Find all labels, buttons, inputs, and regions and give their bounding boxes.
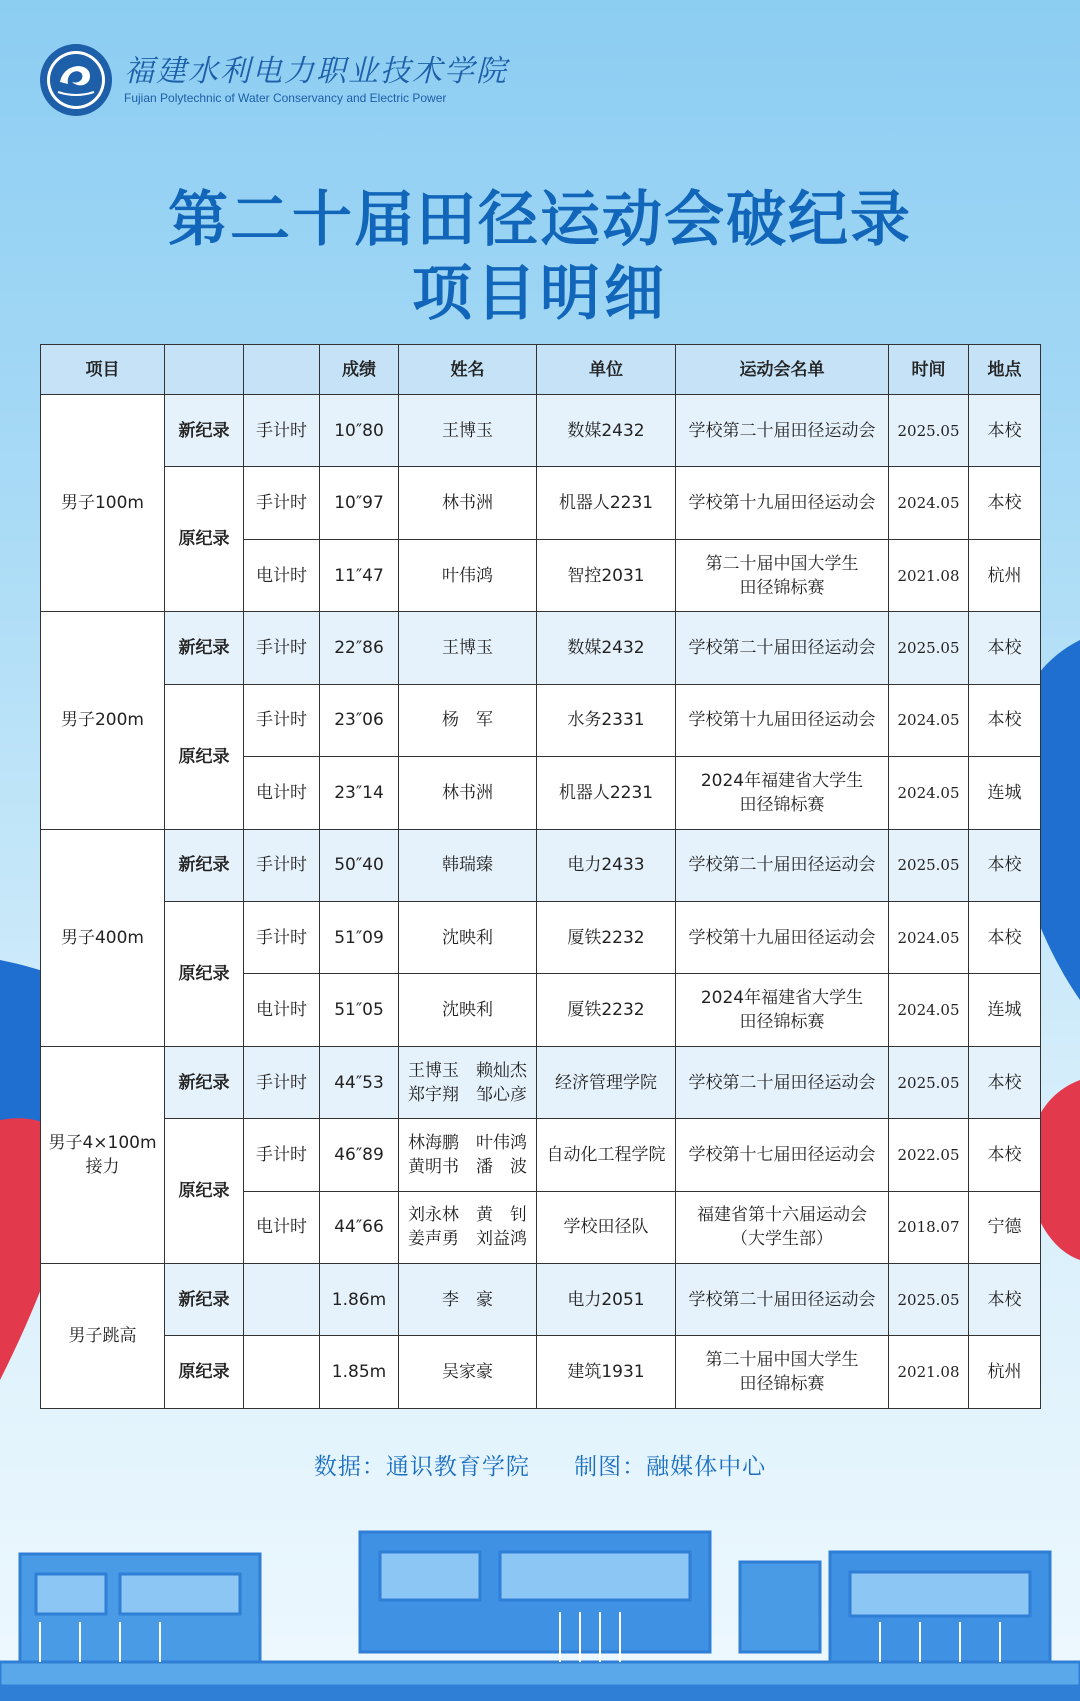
score: 46″89 (320, 1119, 399, 1191)
athlete-names (399, 1119, 537, 1191)
athlete-name-line: 姜声勇 刘益鸿 (408, 1229, 527, 1250)
record-kind: 原纪录 (165, 1336, 244, 1409)
record-date: 2021.08 (889, 539, 969, 611)
record-place: 本校 (969, 612, 1041, 684)
credit-designer: 制图：融媒体中心 (574, 1454, 767, 1480)
unit: 水务2331 (537, 684, 676, 756)
school-logo (38, 42, 508, 118)
table-row (41, 1119, 1041, 1191)
header-place: 地点 (969, 345, 1041, 395)
meet-name-line: 福建省第十六届运动会 (697, 1205, 867, 1226)
athlete-name-line: 韩瑞臻 (442, 855, 493, 876)
score: 1.85m (320, 1336, 399, 1409)
meet-name (676, 612, 889, 684)
record-place: 连城 (969, 757, 1041, 829)
meet-name (676, 1046, 889, 1118)
event-name: 男子4×100m接力 (41, 1046, 165, 1263)
meet-name-line: 第二十届中国大学生 (705, 1350, 859, 1371)
header-meet: 运动会名单 (676, 345, 889, 395)
athlete-name-line: 吴家豪 (442, 1362, 493, 1383)
record-kind: 新纪录 (165, 1264, 244, 1336)
meet-name-line: 田径锦标赛 (739, 1374, 825, 1395)
athlete-name-line: 刘永林 黄 钊 (408, 1205, 527, 1226)
meet-name-line: 学校第十九届田径运动会 (688, 493, 876, 514)
page-title-line2: 项目明细 (412, 259, 668, 329)
school-emblem-icon (38, 42, 114, 118)
timing-method: 手计时 (244, 395, 320, 467)
meet-name-line: 2024年福建省大学生 (700, 770, 864, 791)
athlete-name-line: 黄明书 潘 波 (408, 1156, 527, 1177)
athlete-names (399, 829, 537, 901)
unit: 厦铁2232 (537, 974, 676, 1046)
record-place: 连城 (969, 974, 1041, 1046)
meet-name (676, 974, 889, 1046)
record-place: 本校 (969, 1046, 1041, 1118)
table-row (41, 829, 1041, 901)
table-row (41, 395, 1041, 467)
record-date: 2024.05 (889, 757, 969, 829)
records-table-body (41, 395, 1041, 1409)
meet-name-line: 学校第十九届田径运动会 (688, 710, 876, 731)
record-place: 本校 (969, 1119, 1041, 1191)
score: 10″97 (320, 467, 399, 539)
score: 10″80 (320, 395, 399, 467)
meet-name (676, 539, 889, 611)
timing-method (244, 1264, 320, 1336)
athlete-name-line: 沈映利 (442, 1000, 493, 1021)
athlete-names (399, 757, 537, 829)
timing-method: 手计时 (244, 901, 320, 973)
record-date: 2024.05 (889, 974, 969, 1046)
unit: 智控2031 (537, 539, 676, 611)
header-name: 姓名 (399, 345, 537, 395)
athlete-names (399, 1046, 537, 1118)
athlete-names (399, 901, 537, 973)
meet-name-line: 学校第二十届田径运动会 (688, 1072, 876, 1093)
record-place: 宁德 (969, 1191, 1041, 1263)
athlete-names (399, 539, 537, 611)
table-row (41, 612, 1041, 684)
athlete-names (399, 684, 537, 756)
header-timing (244, 345, 320, 395)
score: 11″47 (320, 539, 399, 611)
score: 51″09 (320, 901, 399, 973)
athlete-names (399, 1336, 537, 1409)
athlete-name-line: 沈映利 (442, 927, 493, 948)
record-date: 2024.05 (889, 467, 969, 539)
athlete-name-line: 李 豪 (442, 1289, 493, 1310)
table-row (41, 901, 1041, 973)
meet-name (676, 1119, 889, 1191)
table-row (41, 467, 1041, 539)
event-name: 男子400m (41, 829, 165, 1046)
unit: 数媒2432 (537, 395, 676, 467)
meet-name (676, 829, 889, 901)
table-row (41, 1046, 1041, 1118)
table-header-row (41, 345, 1041, 395)
timing-method: 手计时 (244, 612, 320, 684)
unit: 建筑1931 (537, 1336, 676, 1409)
event-name: 男子跳高 (41, 1264, 165, 1409)
credits (0, 1448, 1080, 1481)
header-date: 时间 (889, 345, 969, 395)
table-row (41, 1264, 1041, 1336)
record-date: 2022.05 (889, 1119, 969, 1191)
page-title-line1: 第二十届田径运动会破纪录 (168, 185, 912, 255)
meet-name-line: 2024年福建省大学生 (700, 988, 864, 1009)
athlete-name-line: 王博玉 赖灿杰 (408, 1060, 527, 1081)
meet-name-line: 学校第二十届田径运动会 (688, 420, 876, 441)
header-kind (165, 345, 244, 395)
score: 44″53 (320, 1046, 399, 1118)
athlete-name-line: 林书洲 (442, 493, 493, 514)
record-date: 2025.05 (889, 612, 969, 684)
timing-method: 手计时 (244, 829, 320, 901)
record-date: 2024.05 (889, 901, 969, 973)
meet-name (676, 757, 889, 829)
meet-name (676, 467, 889, 539)
unit: 厦铁2232 (537, 901, 676, 973)
timing-method: 手计时 (244, 1046, 320, 1118)
header-unit: 单位 (537, 345, 676, 395)
athlete-names (399, 395, 537, 467)
record-kind: 新纪录 (165, 1046, 244, 1118)
score: 44″66 (320, 1191, 399, 1263)
timing-method: 电计时 (244, 1191, 320, 1263)
record-kind: 原纪录 (165, 684, 244, 829)
record-date: 2025.05 (889, 1264, 969, 1336)
score: 23″14 (320, 757, 399, 829)
athlete-names (399, 467, 537, 539)
record-date: 2024.05 (889, 684, 969, 756)
meet-name-line: 学校第二十届田径运动会 (688, 855, 876, 876)
meet-name-line: 田径锦标赛 (739, 794, 825, 815)
athlete-names (399, 1264, 537, 1336)
record-place: 本校 (969, 684, 1041, 756)
unit: 机器人2231 (537, 467, 676, 539)
event-name: 男子200m (41, 612, 165, 829)
record-place: 本校 (969, 829, 1041, 901)
record-kind: 新纪录 (165, 612, 244, 684)
school-name-cn: 福建水利电力职业技术学院 (124, 54, 508, 89)
unit: 电力2051 (537, 1264, 676, 1336)
meet-name-line: 第二十届中国大学生 (705, 553, 859, 574)
timing-method: 电计时 (244, 539, 320, 611)
athlete-name-line: 叶伟鸿 (442, 565, 493, 586)
record-kind: 原纪录 (165, 1119, 244, 1264)
unit: 数媒2432 (537, 612, 676, 684)
meet-name (676, 684, 889, 756)
timing-method (244, 1336, 320, 1409)
timing-method: 电计时 (244, 974, 320, 1046)
record-date: 2025.05 (889, 1046, 969, 1118)
score: 23″06 (320, 684, 399, 756)
record-date: 2021.08 (889, 1336, 969, 1409)
meet-name-line: （大学生部） (731, 1229, 833, 1250)
athlete-name-line: 王博玉 (442, 637, 493, 658)
score: 1.86m (320, 1264, 399, 1336)
campus-building-illustration (0, 1522, 1080, 1701)
meet-name-line: 田径锦标赛 (739, 1012, 825, 1033)
unit: 学校田径队 (537, 1191, 676, 1263)
record-kind: 新纪录 (165, 395, 244, 467)
score: 51″05 (320, 974, 399, 1046)
unit: 机器人2231 (537, 757, 676, 829)
athlete-name-line: 王博玉 (442, 420, 493, 441)
table-row (41, 684, 1041, 756)
meet-name (676, 1264, 889, 1336)
unit: 经济管理学院 (537, 1046, 676, 1118)
timing-method: 手计时 (244, 1119, 320, 1191)
header-event: 项目 (41, 345, 165, 395)
meet-name (676, 901, 889, 973)
record-place: 杭州 (969, 539, 1041, 611)
meet-name-line: 学校第二十届田径运动会 (688, 637, 876, 658)
credit-data-source: 数据：通识教育学院 (313, 1454, 530, 1480)
header-score: 成绩 (320, 345, 399, 395)
record-place: 本校 (969, 467, 1041, 539)
athlete-names (399, 612, 537, 684)
athlete-names (399, 1191, 537, 1263)
record-place: 本校 (969, 1264, 1041, 1336)
meet-name-line: 学校第二十届田径运动会 (688, 1289, 876, 1310)
records-table (40, 344, 1041, 1409)
record-place: 本校 (969, 901, 1041, 973)
record-kind: 新纪录 (165, 829, 244, 901)
score: 50″40 (320, 829, 399, 901)
score: 22″86 (320, 612, 399, 684)
meet-name (676, 395, 889, 467)
athlete-names (399, 974, 537, 1046)
meet-name-line: 学校第十七届田径运动会 (688, 1144, 876, 1165)
unit: 自动化工程学院 (537, 1119, 676, 1191)
record-date: 2025.05 (889, 829, 969, 901)
timing-method: 手计时 (244, 684, 320, 756)
athlete-name-line: 杨 军 (442, 710, 493, 731)
school-name-en: Fujian Polytechnic of Water Conservancy and Electric Power (124, 91, 447, 105)
unit: 电力2433 (537, 829, 676, 901)
table-row (41, 1336, 1041, 1409)
timing-method: 手计时 (244, 467, 320, 539)
record-place: 杭州 (969, 1336, 1041, 1409)
record-kind: 原纪录 (165, 467, 244, 612)
athlete-name-line: 林书洲 (442, 782, 493, 803)
meet-name (676, 1336, 889, 1409)
athlete-name-line: 郑宇翔 邹心彦 (408, 1084, 527, 1105)
record-place: 本校 (969, 395, 1041, 467)
event-name: 男子100m (41, 395, 165, 612)
meet-name (676, 1191, 889, 1263)
record-date: 2025.05 (889, 395, 969, 467)
meet-name-line: 学校第十九届田径运动会 (688, 927, 876, 948)
timing-method: 电计时 (244, 757, 320, 829)
record-kind: 原纪录 (165, 901, 244, 1046)
record-date: 2018.07 (889, 1191, 969, 1263)
athlete-name-line: 林海鹏 叶伟鸿 (408, 1132, 527, 1153)
meet-name-line: 田径锦标赛 (739, 577, 825, 598)
